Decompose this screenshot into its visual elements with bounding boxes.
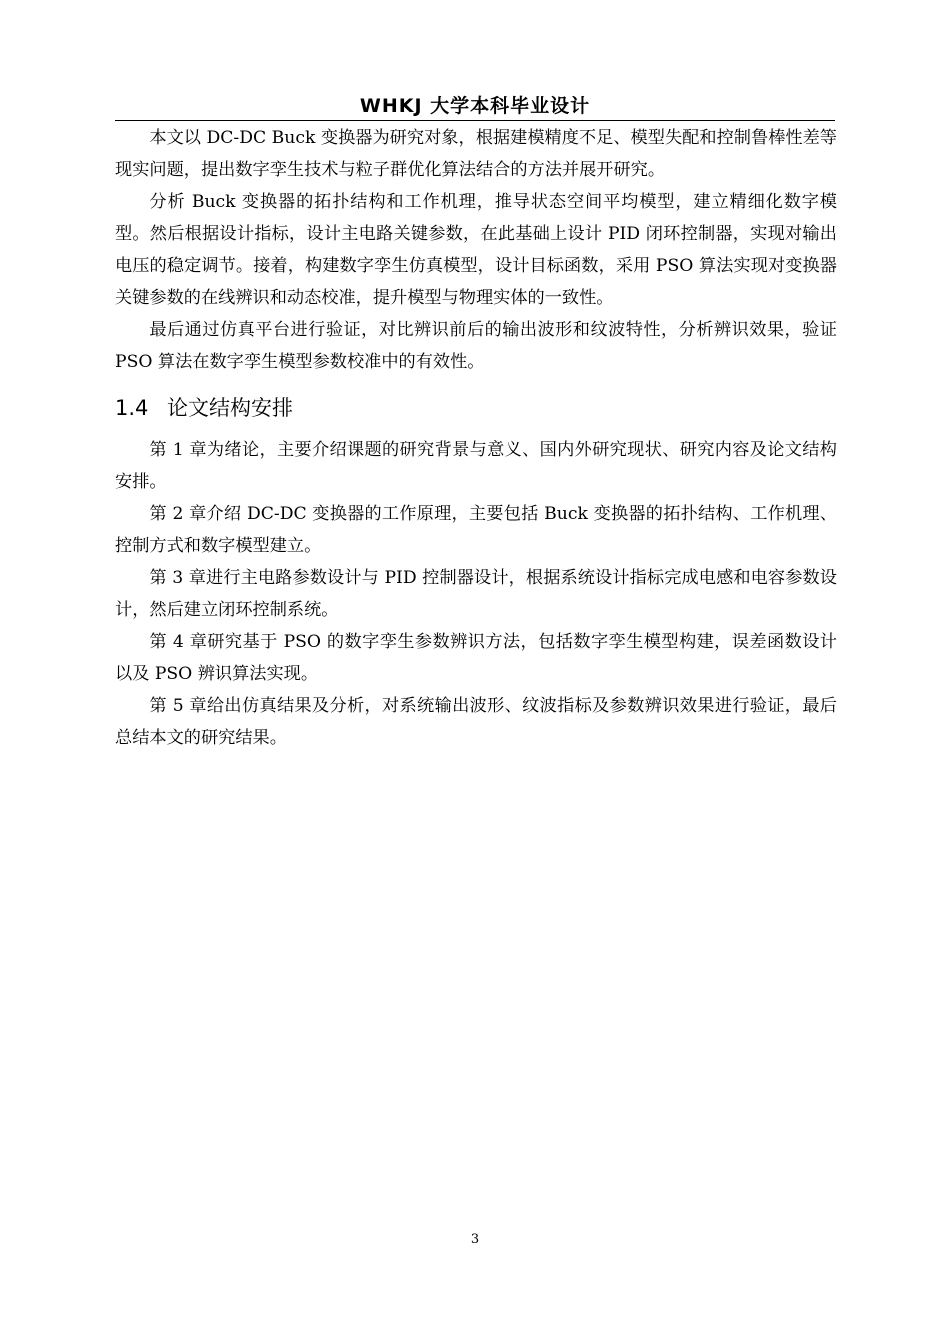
document-body — [115, 122, 837, 754]
page-number: 3 — [470, 1232, 480, 1247]
paragraph: 第 3 章进行主电路参数设计与 PID 控制器设计，根据系统设计指标完成电感和电容参数设计，然后建立闭环控制系统。 — [115, 568, 837, 620]
paragraph: 第 1 章为绪论，主要介绍课题的研究背景与意义、国内外研究现状、研究内容及论文结构安排。 — [115, 440, 837, 492]
paragraph: 第 4 章研究基于 PSO 的数字孪生参数辨识方法，包括数字孪生模型构建，误差函数设计以及 PSO 辨识算法实现。 — [115, 632, 837, 684]
paragraph: 最后通过仿真平台进行验证，对比辨识前后的输出波形和纹波特性，分析辨识效果，验证 PSO 算法在数字孪生模型参数校准中的有效性。 — [115, 320, 837, 372]
section-heading — [115, 388, 837, 428]
paragraph: 第 5 章给出仿真结果及分析，对系统输出波形、纹波指标及参数辨识效果进行验证，最后总结本文的研究结果。 — [115, 696, 837, 748]
page-header: WHKJ 大学本科毕业设计 — [359, 95, 591, 117]
paragraph: 本文以 DC-DC Buck 变换器为研究对象，根据建模精度不足、模型失配和控制鲁棒性差等现实问题，提出数字孪生技术与粒子群优化算法结合的方法并展开研究。 — [115, 128, 837, 180]
section-title: 论文结构安排 — [167, 396, 293, 420]
section-number: 1.4 — [115, 396, 149, 420]
paragraph: 分析 Buck 变换器的拓扑结构和工作机理，推导状态空间平均模型，建立精细化数字模型。然后根据设计指标，设计主电路关键参数，在此基础上设计 PID 闭环控制器，实现对输出电压的稳定调节。接着，构建数字孪生仿真模型，设计目标函数，采用 PSO 算法实现对变换器关键参数的在线辨识和动态校准，提升模型与物理实体的一致性。 — [115, 192, 837, 308]
header-rule — [115, 120, 835, 121]
paragraph: 第 2 章介绍 DC-DC 变换器的工作原理，主要包括 Buck 变换器的拓扑结构、工作机理、控制方式和数字模型建立。 — [115, 504, 837, 556]
